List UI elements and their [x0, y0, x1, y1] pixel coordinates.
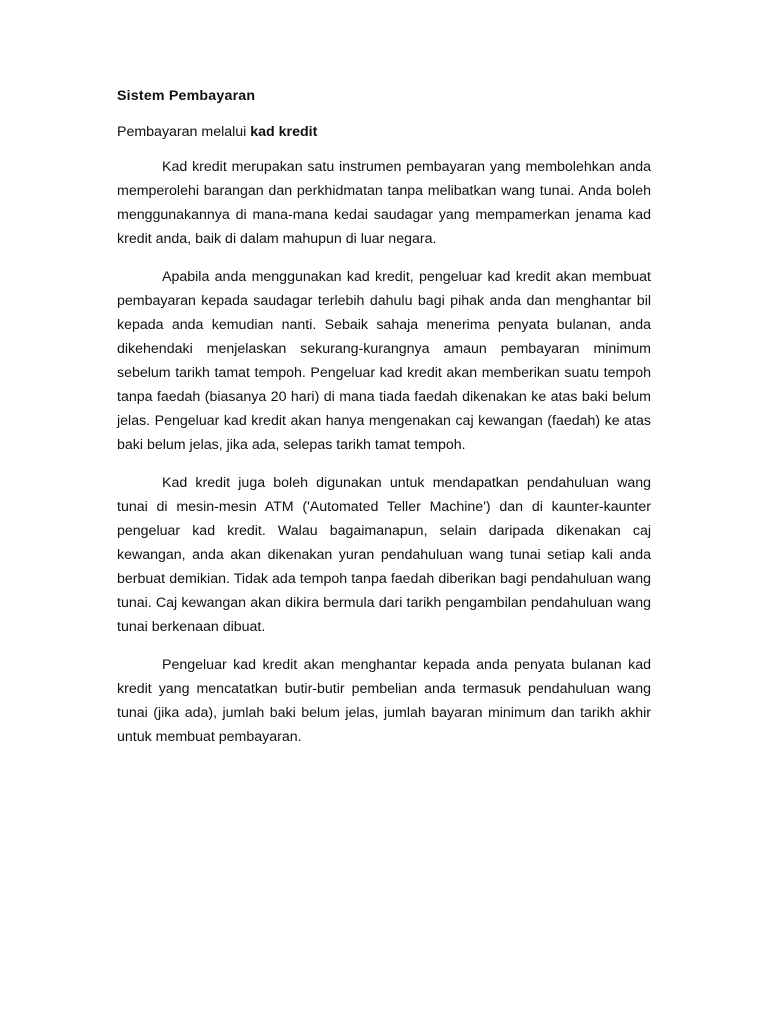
document-title: Sistem Pembayaran: [117, 88, 256, 104]
paragraph-4: Pengeluar kad kredit akan menghantar kepada anda penyata bulanan kad kredit yang mencatatkan butir-butir pembelian anda termasuk pendahuluan wang tunai (jika ada), jumlah baki belum jelas, jumlah bayaran minimum dan tarikh akhir untuk membuat pembayaran.: [117, 657, 651, 745]
subheading-bold: kad kredit: [250, 124, 318, 140]
document-subheading: [117, 123, 651, 141]
paragraph-3: Kad kredit juga boleh digunakan untuk mendapatkan pendahuluan wang tunai di mesin-mesin ATM ('Automated Teller Machine') dan di kaunter-kaunter pengeluar kad kredit. Walau bagaimanapun, selain daripada dikenakan caj kewangan, anda akan dikenakan yuran pendahuluan wang tunai setiap kali anda berbuat demikian. Tidak ada tempoh tanpa faedah diberikan bagi pendahuluan wang tunai. Caj kewangan akan dikira bermula dari tarikh pengambilan pendahuluan wang tunai berkenaan dibuat.: [117, 475, 651, 635]
paragraph-2: Apabila anda menggunakan kad kredit, pengeluar kad kredit akan membuat pembayaran kepada saudagar terlebih dahulu bagi pihak anda dan menghantar bil kepada anda kemudian nanti. Sebaik sahaja menerima penyata bulanan, anda dikehendaki menjelaskan sekurang-kurangnya amaun pembayaran minimum sebelum tarikh tamat tempoh. Pengeluar kad kredit akan memberikan suatu tempoh tanpa faedah (biasanya 20 hari) di mana tiada faedah dikenakan ke atas baki belum jelas. Pengeluar kad kredit akan hanya mengenakan caj kewangan (faedah) ke atas baki belum jelas, jika ada, selepas tarikh tamat tempoh.: [117, 269, 651, 453]
document-body: [117, 87, 651, 749]
subheading-prefix: Pembayaran melalui: [117, 124, 251, 140]
paragraph-1: Kad kredit merupakan satu instrumen pembayaran yang membolehkan anda memperolehi barangan dan perkhidmatan tanpa melibatkan wang tunai. Anda boleh menggunakannya di mana-mana kedai saudagar yang mempamerkan jenama kad kredit anda, baik di dalam mahupun di luar negara.: [117, 159, 651, 247]
